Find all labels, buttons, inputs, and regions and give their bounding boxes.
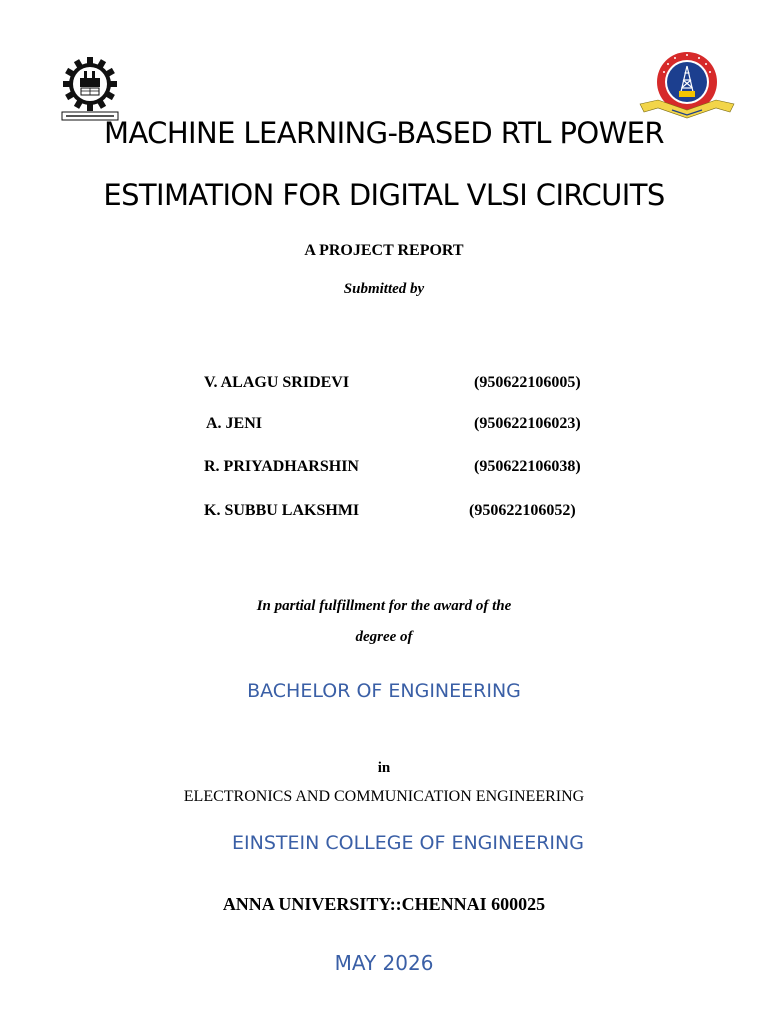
anna-university-logo	[58, 56, 122, 122]
fulfillment-line-2: degree of	[355, 629, 413, 645]
gear-emblem-icon	[58, 56, 122, 122]
degree-name: BACHELOR OF ENGINEERING	[247, 680, 521, 702]
department-name: ELECTRONICS AND COMMUNICATION ENGINEERING	[183, 788, 585, 805]
university-name: ANNA UNIVERSITY::CHENNAI 600025	[222, 894, 546, 914]
member-name: K. SUBBU LAKSHMI	[204, 502, 360, 519]
college-seal-icon	[634, 50, 740, 120]
report-type: A PROJECT REPORT	[304, 242, 464, 259]
report-title-line-1: MACHINE LEARNING-BASED RTL POWER	[104, 116, 664, 150]
member-id: (950622106038)	[474, 458, 581, 475]
fulfillment-line-1: In partial fulfillment for the award of the	[256, 598, 512, 614]
submitted-by: Submitted by	[343, 281, 425, 297]
in-word: in	[377, 760, 391, 776]
member-id: (950622106023)	[474, 415, 581, 432]
submission-date: MAY 2026	[334, 951, 434, 975]
member-name: V. ALAGU SRIDEVI	[204, 374, 350, 391]
report-title-line-2: ESTIMATION FOR DIGITAL VLSI CIRCUITS	[103, 178, 665, 212]
member-name: R. PRIYADHARSHIN	[204, 458, 359, 475]
member-name: A. JENI	[206, 415, 263, 432]
member-id: (950622106052)	[469, 502, 576, 519]
einstein-college-logo	[634, 50, 740, 120]
college-name: EINSTEIN COLLEGE OF ENGINEERING	[232, 832, 584, 854]
member-id: (950622106005)	[474, 374, 581, 391]
